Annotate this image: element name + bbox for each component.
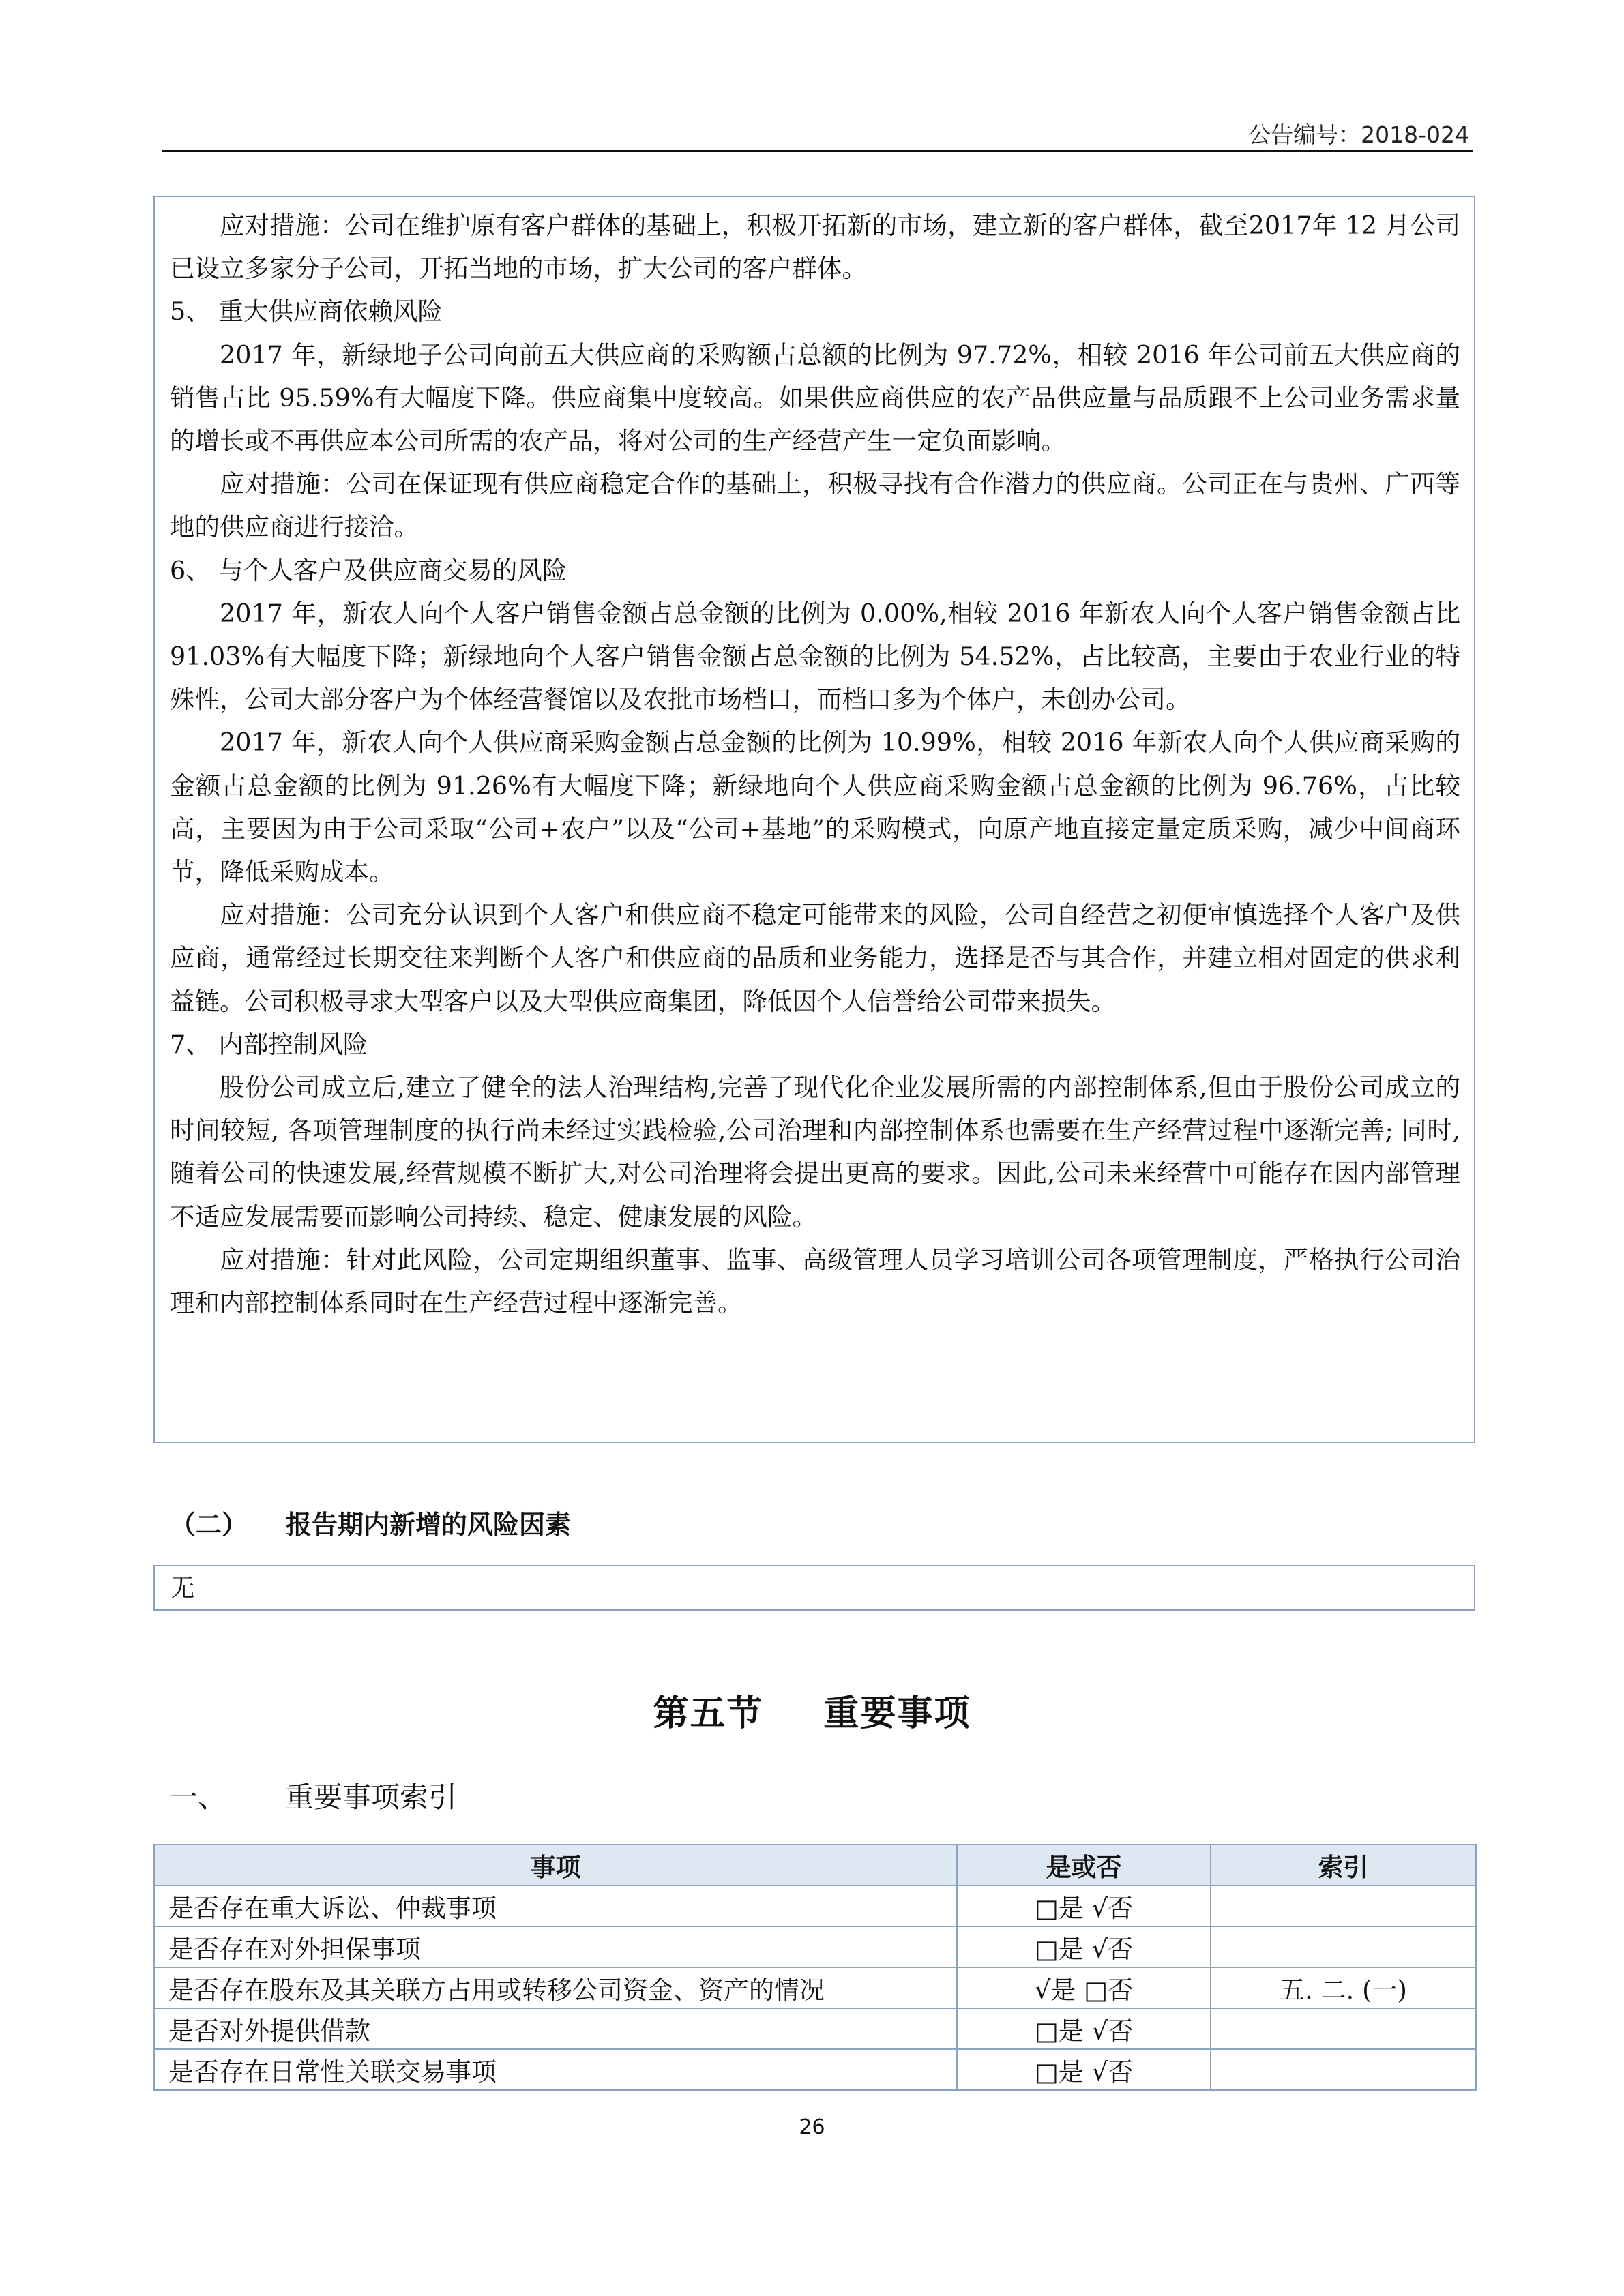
risk-heading: 5、 重大供应商依赖风险 [170,297,443,327]
row-item: 是否存在日常性关联交易事项 [154,2049,957,2090]
new-risks-title: 报告期内新增的风险因素 [286,1510,572,1540]
table-row [154,1926,1476,1967]
row-item: 是否对外提供借款 [154,2008,957,2049]
row-item: 是否存在对外担保事项 [154,1926,957,1967]
risk-paragraph: 应对措施：公司充分认识到个人客户和供应商不稳定可能带来的风险，公司自经营之初便审慎选择个人客户及供应商，通常经过长期交往来判断个人客户和供应商的品质和业务能力，选择是否与其合作，并建立相对固定的供求利益链。公司积极寻求大型客户以及大型供应商集团，降低因个人信誉给公司带来损失。 [170,900,1460,1016]
risk-description-box [153,196,1475,1443]
risk-heading: 7、 内部控制风险 [170,1029,368,1059]
new-risks-box [153,1565,1475,1611]
row-yes-no: □是 √否 [957,1926,1211,1967]
risk-paragraph: 2017 年，新绿地子公司向前五大供应商的采购额占总额的比例为 97.72%，相较 2016 年公司前五大供应商的销售占比 95.59%有大幅度下降。供应商集中度较高。如果供应商供应的农产品供应量与品质跟不上公司业务需求量的增长或不再供应本公司所需的农产品，将对公司的生产经营产生一定负面影响。 [170,340,1460,456]
risk-paragraph: 应对措施：公司在保证现有供应商稳定合作的基础上，积极寻找有合作潜力的供应商。公司正在与贵州、广西等地的供应商进行接洽。 [170,469,1460,542]
row-yes-no: □是 √否 [957,2008,1211,2049]
section-number: 第五节 [653,1693,764,1734]
new-risks-number: （二） [170,1510,248,1540]
header-rule [162,150,1473,152]
row-yes-no: √是 □否 [957,1967,1211,2008]
table-row [154,2049,1476,2090]
column-header-ref: 索引 [1211,1845,1476,1885]
row-item: 是否存在股东及其关联方占用或转移公司资金、资产的情况 [154,1967,957,2008]
page-number: 26 [799,2115,825,2139]
new-risks-heading [170,1504,571,1541]
risk-paragraph: 应对措施：针对此风险，公司定期组织董事、监事、高级管理人员学习培训公司各项管理制度，严格执行公司治理和内部控制体系同时在生产经营过程中逐渐完善。 [170,1244,1460,1318]
announcement-number: 公告编号：2018-024 [1248,121,1469,148]
table-header-row [154,1845,1476,1885]
table-row [154,1967,1476,2008]
table-row [154,2008,1476,2049]
new-risks-content: 无 [170,1573,195,1602]
table-row [154,1885,1476,1926]
risk-paragraph: 2017 年，新农人向个人供应商采购金额占总金额的比例为 10.99%，相较 2016 年新农人向个人供应商采购的金额占总金额的比例为 91.26%有大幅度下降；新绿地向个人供应商采购金额占总金额的比例为 96.76%，占比较高，主要因为由于公司采取“公司+农户”以及“公司+基地”的采购模式，向原产地直接定量定质采购，减少中间商环节，降低采购成本。 [170,728,1460,887]
index-title: 重要事项索引 [285,1780,458,1814]
risk-paragraph: 股份公司成立后,建立了健全的法人治理结构,完善了现代化企业发展所需的内部控制体系,但由于股份公司成立的时间较短, 各项管理制度的执行尚未经过实践检验,公司治理和内部控制体系也需要在生产经营过程中逐渐完善; 同时,随着公司的快速发展,经营规模不断扩大,对公司治理将会提出更高的要求。因此,公司未来经营中可能存在因内部管理不适应发展需要而影响公司持续、稳定、健康发展的风险。 [170,1073,1460,1232]
row-ref: 五. 二. (一) [1211,1967,1476,2008]
row-item: 是否存在重大诉讼、仲裁事项 [154,1885,957,1926]
row-yes-no: □是 √否 [957,2049,1211,2090]
section-title [0,1684,1624,1735]
risk-paragraph: 应对措施：公司在维护原有客户群体的基础上，积极开拓新的市场，建立新的客户群体，截至2017年 12 月公司已设立多家分子公司，开拓当地的市场，扩大公司的客户群体。 [170,211,1460,284]
risk-paragraph: 2017 年，新农人向个人客户销售金额占总金额的比例为 0.00%,相较 2016 年新农人向个人客户销售金额占比 91.03%有大幅度下降；新绿地向个人客户销售金额占总金额的比例为 54.52%，占比较高，主要由于农业行业的特殊性，公司大部分客户为个体经营餐馆以及农批市场档口，而档口多为个体户，未创办公司。 [170,598,1460,715]
row-ref [1211,2008,1476,2049]
row-ref [1211,2049,1476,2090]
index-heading [169,1775,457,1816]
row-yes-no: □是 √否 [957,1885,1211,1926]
important-matters-table [153,1844,1477,2091]
column-header-item: 事项 [154,1845,957,1885]
row-ref [1211,1926,1476,1967]
column-header-yes-no: 是或否 [957,1845,1211,1885]
section-name: 重要事项 [823,1693,971,1734]
row-ref [1211,1885,1476,1926]
index-number: 一、 [169,1780,227,1814]
risk-heading: 6、 与个人客户及供应商交易的风险 [170,555,567,585]
